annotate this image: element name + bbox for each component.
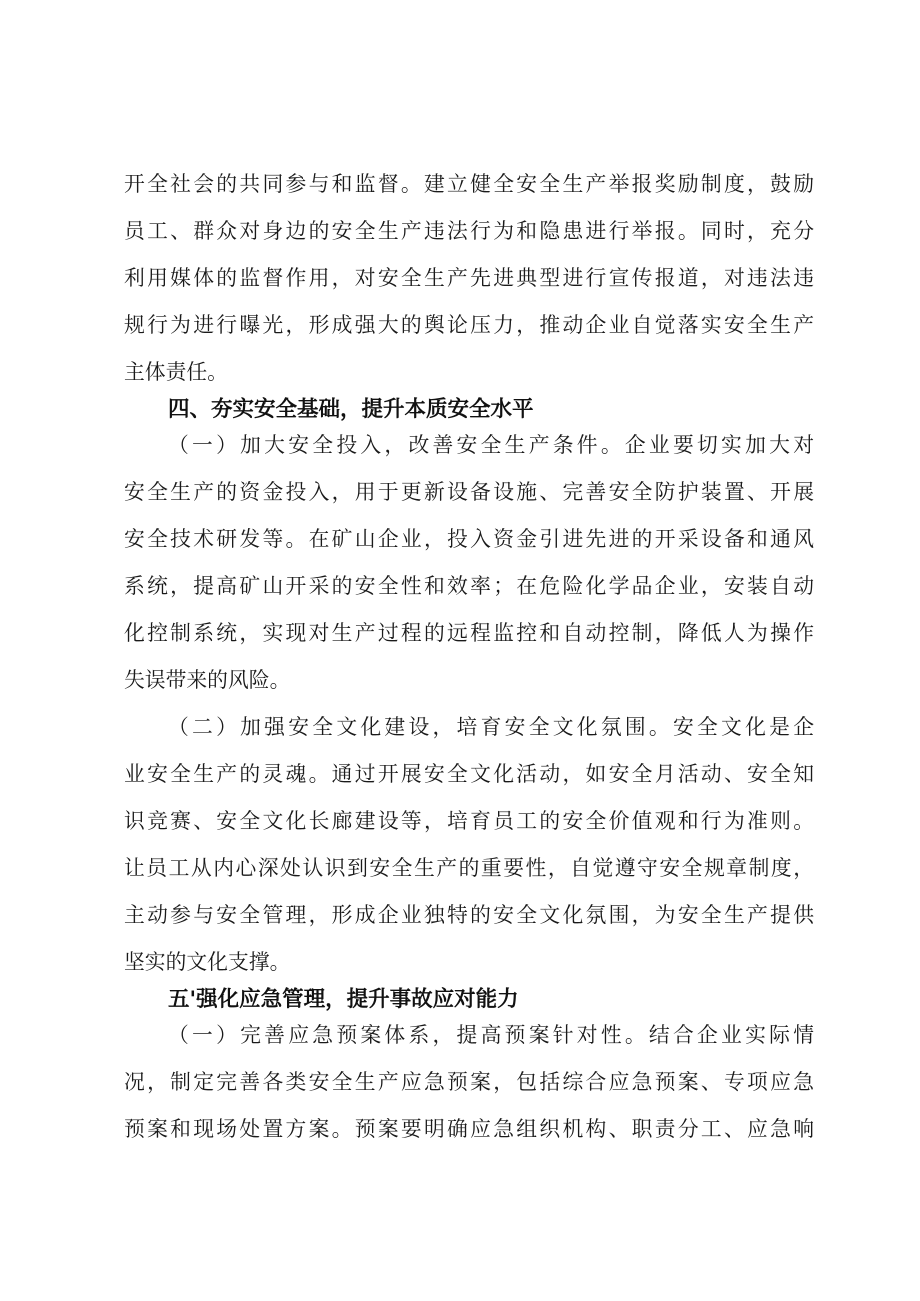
paragraph-line: 让员工从内心深处认识到安全生产的重要性，自觉遵守安全规章制度， xyxy=(124,856,814,880)
paragraph-line: 规行为进行曝光，形成强大的舆论压力，推动企业自觉落实安全生产 xyxy=(124,313,814,337)
paragraph-line: 系统，提高矿山开采的安全性和效率；在危险化学品企业，安装自动 xyxy=(124,574,814,598)
paragraph-line: 开全社会的共同参与和监督。建立健全安全生产举报奖励制度，鼓励 xyxy=(124,172,814,196)
section-heading: 五'强化应急管理，提升事故应对能力 xyxy=(168,987,519,1012)
paragraph-line: （一）加大安全投入，改善安全生产条件。企业要切实加大对 xyxy=(168,433,814,457)
paragraph-line: 坚实的文化支撑。 xyxy=(124,950,291,974)
paragraph-line: 识竞赛、安全文化长廊建设等，培育员工的安全价值观和行为准则。 xyxy=(124,809,814,833)
paragraph-line: 利用媒体的监督作用，对安全生产先进典型进行宣传报道，对违法违 xyxy=(124,266,814,290)
paragraph-line: 员工、群众对身边的安全生产违法行为和隐患进行举报。同时，充分 xyxy=(124,219,814,243)
paragraph-line: 主动参与安全管理，形成企业独特的安全文化氛围，为安全生产提供 xyxy=(124,903,814,927)
paragraph-line: （一）完善应急预案体系，提高预案针对性。结合企业实际情 xyxy=(168,1023,814,1047)
section-heading: 四、夯实安全基础，提升本质安全水平 xyxy=(168,397,534,422)
paragraph-line: 预案和现场处置方案。预案要明确应急组织机构、职责分工、应急响 xyxy=(124,1117,814,1141)
paragraph-line: 业安全生产的灵魂。通过开展安全文化活动，如安全月活动、安全知 xyxy=(124,762,814,786)
paragraph-line: 失误带来的风险。 xyxy=(124,668,291,692)
paragraph-line: 安全技术研发等。在矿山企业，投入资金引进先进的开采设备和通风 xyxy=(124,527,814,551)
paragraph-line: 况，制定完善各类安全生产应急预案，包括综合应急预案、专项应急 xyxy=(124,1070,814,1094)
paragraph-line: 化控制系统，实现对生产过程的远程监控和自动控制，降低人为操作 xyxy=(124,621,814,645)
paragraph-line: 主体责任。 xyxy=(124,360,228,384)
paragraph-line: （二）加强安全文化建设，培育安全文化氛围。安全文化是企 xyxy=(168,715,814,739)
paragraph-line: 安全生产的资金投入，用于更新设备设施、完善安全防护装置、开展 xyxy=(124,480,814,504)
